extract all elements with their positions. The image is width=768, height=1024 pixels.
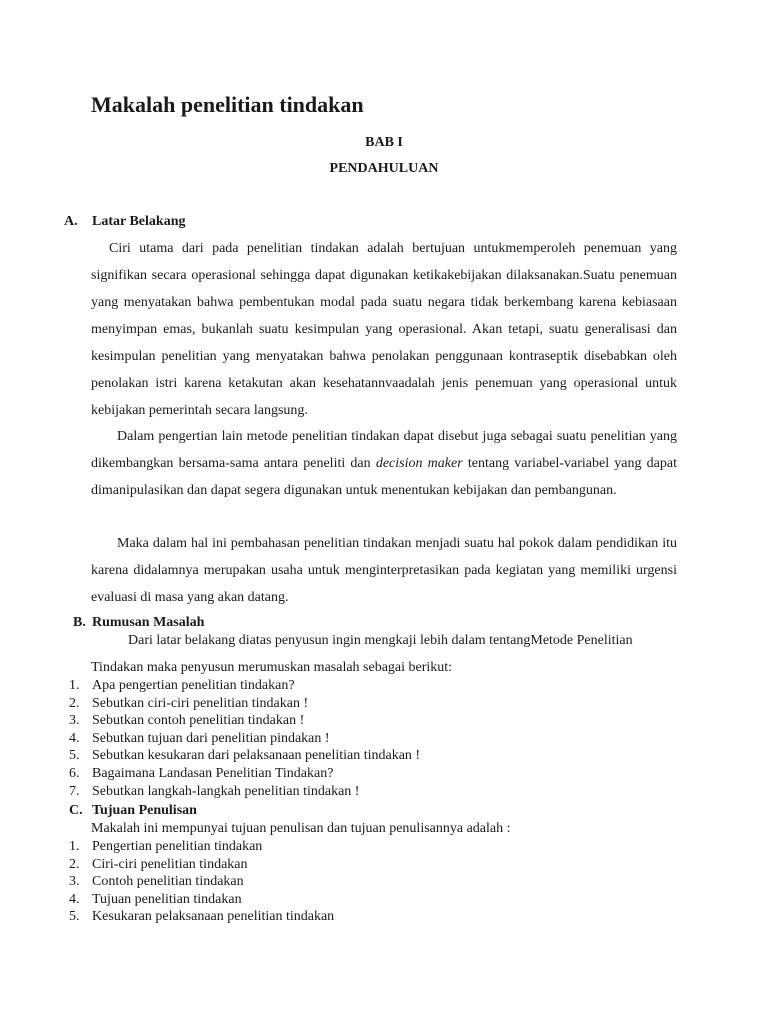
section-b-intro-line-1: Dari latar belakang diatas penyusun ingin mengkaji lebih dalam tentangMetode Penelitian bbox=[128, 633, 633, 648]
list-item-text: Kesukaran pelaksanaan penelitian tindakan bbox=[92, 909, 335, 925]
section-a-heading bbox=[64, 214, 185, 230]
list-item-number: 3. bbox=[69, 874, 80, 890]
section-a-letter: A. bbox=[64, 214, 78, 229]
chapter-number: BAB I bbox=[365, 135, 403, 150]
section-c-intro: Makalah ini mempunyai tujuan penulisan dan tujuan penulisannya adalah : bbox=[91, 821, 511, 836]
list-item-number: 6. bbox=[69, 765, 80, 781]
purpose-list bbox=[69, 838, 334, 926]
section-a-title: Latar Belakang bbox=[92, 214, 186, 229]
paragraph-2-text-start: Dalam pengertian lain metode penelitian tindakan dapat disebut juga sebagai suatu penelitian yang dikembangkan bersama-sama antara peneliti dan bbox=[91, 429, 677, 471]
list-item-number: 5. bbox=[69, 748, 80, 764]
list-item-text: Apa pengertian penelitian tindakan? bbox=[92, 678, 295, 693]
list-item-text: Pengertian penelitian tindakan bbox=[92, 839, 263, 854]
paragraph-2-text-end: tentang variabel-variabel yang dapat dimanipulasikan dan dapat segera digunakan untuk menentukan kebijakan dan pembangunan. bbox=[91, 456, 677, 498]
section-c-heading bbox=[69, 803, 197, 819]
document-title: Makalah penelitian tindakan bbox=[91, 92, 364, 117]
section-c-title: Tujuan Penulisan bbox=[92, 803, 197, 818]
problem-list-item bbox=[69, 677, 420, 695]
section-b-title: Rumusan Masalah bbox=[92, 615, 205, 630]
list-item-number: 1. bbox=[69, 839, 80, 854]
problem-list-item bbox=[69, 783, 420, 801]
list-item-number: 2. bbox=[69, 695, 80, 711]
problem-list-item bbox=[69, 747, 420, 765]
purpose-list-item bbox=[69, 838, 334, 856]
paragraph-2-italic-term: decision maker bbox=[375, 456, 463, 471]
section-c-letter: C. bbox=[69, 803, 83, 818]
purpose-list-item bbox=[69, 908, 334, 926]
purpose-list-item bbox=[69, 873, 334, 891]
list-item-text: Bagaimana Landasan Penelitian Tindakan? bbox=[92, 765, 334, 781]
list-item-number: 1. bbox=[69, 678, 80, 693]
list-item-text: Sebutkan langkah-langkah penelitian tindakan ! bbox=[92, 783, 360, 799]
purpose-list-item bbox=[69, 891, 334, 909]
problem-list-item bbox=[69, 730, 420, 748]
section-b-letter: B. bbox=[73, 615, 86, 630]
list-item-text: Sebutkan ciri-ciri penelitian tindakan ! bbox=[92, 695, 309, 711]
problem-list bbox=[69, 677, 420, 800]
list-item-text: Sebutkan tujuan dari penelitian pindakan ! bbox=[92, 730, 330, 746]
list-item-text: Sebutkan kesukaran dari pelaksanaan penelitian tindakan ! bbox=[92, 748, 421, 764]
list-item-text: Contoh penelitian tindakan bbox=[92, 874, 244, 890]
list-item-number: 4. bbox=[69, 730, 80, 746]
problem-list-item bbox=[69, 695, 420, 713]
section-b-intro-line-2: Tindakan maka penyusun merumuskan masalah sebagai berikut: bbox=[91, 660, 453, 675]
list-item-number: 5. bbox=[69, 909, 80, 925]
list-item-number: 7. bbox=[69, 783, 80, 799]
chapter-title: PENDAHULUAN bbox=[329, 161, 439, 176]
list-item-text: Sebutkan contoh penelitian tindakan ! bbox=[92, 713, 305, 729]
list-item-number: 4. bbox=[69, 891, 80, 907]
purpose-list-item bbox=[69, 856, 334, 874]
section-a-paragraph-3: Maka dalam hal ini pembahasan penelitian tindakan menjadi suatu hal pokok dalam pendidikan itu karena didalamnya merupakan usaha untuk menginterpretasikan pada kegiatan yang memiliki urgensi evaluasi di masa yang akan datang. bbox=[91, 536, 677, 605]
problem-list-item bbox=[69, 765, 420, 783]
list-item-number: 3. bbox=[69, 713, 80, 729]
section-a-paragraph-2 bbox=[91, 423, 677, 504]
list-item-text: Ciri-ciri penelitian tindakan bbox=[92, 856, 248, 872]
section-b-heading bbox=[73, 615, 204, 631]
list-item-text: Tujuan penelitian tindakan bbox=[92, 891, 242, 907]
problem-list-item bbox=[69, 712, 420, 730]
section-a-paragraph-1: Ciri utama dari pada penelitian tindakan adalah bertujuan untukmemperoleh penemuan yang signifikan secara operasional sehingga dapat digunakan ketikakebijakan dilaksanakan.Suatu penemuan yang menyatakan bahwa pembentukan modal pada suatu negara tidak berkembang karena kebiasaan menyimpan emas, bukanlah suatu kesimpulan yang operasional. Akan tetapi, suatu generalisasi dan kesimpulan penelitian yang menyatakan bahwa penolakan penggunaan kontraseptik disebabkan oleh penolakan istri karena ketakutan akan kesehatannvaadalah jenis penemuan yang operasional untuk kebijakan pemerintah secara langsung. bbox=[91, 241, 677, 418]
list-item-number: 2. bbox=[69, 856, 80, 872]
